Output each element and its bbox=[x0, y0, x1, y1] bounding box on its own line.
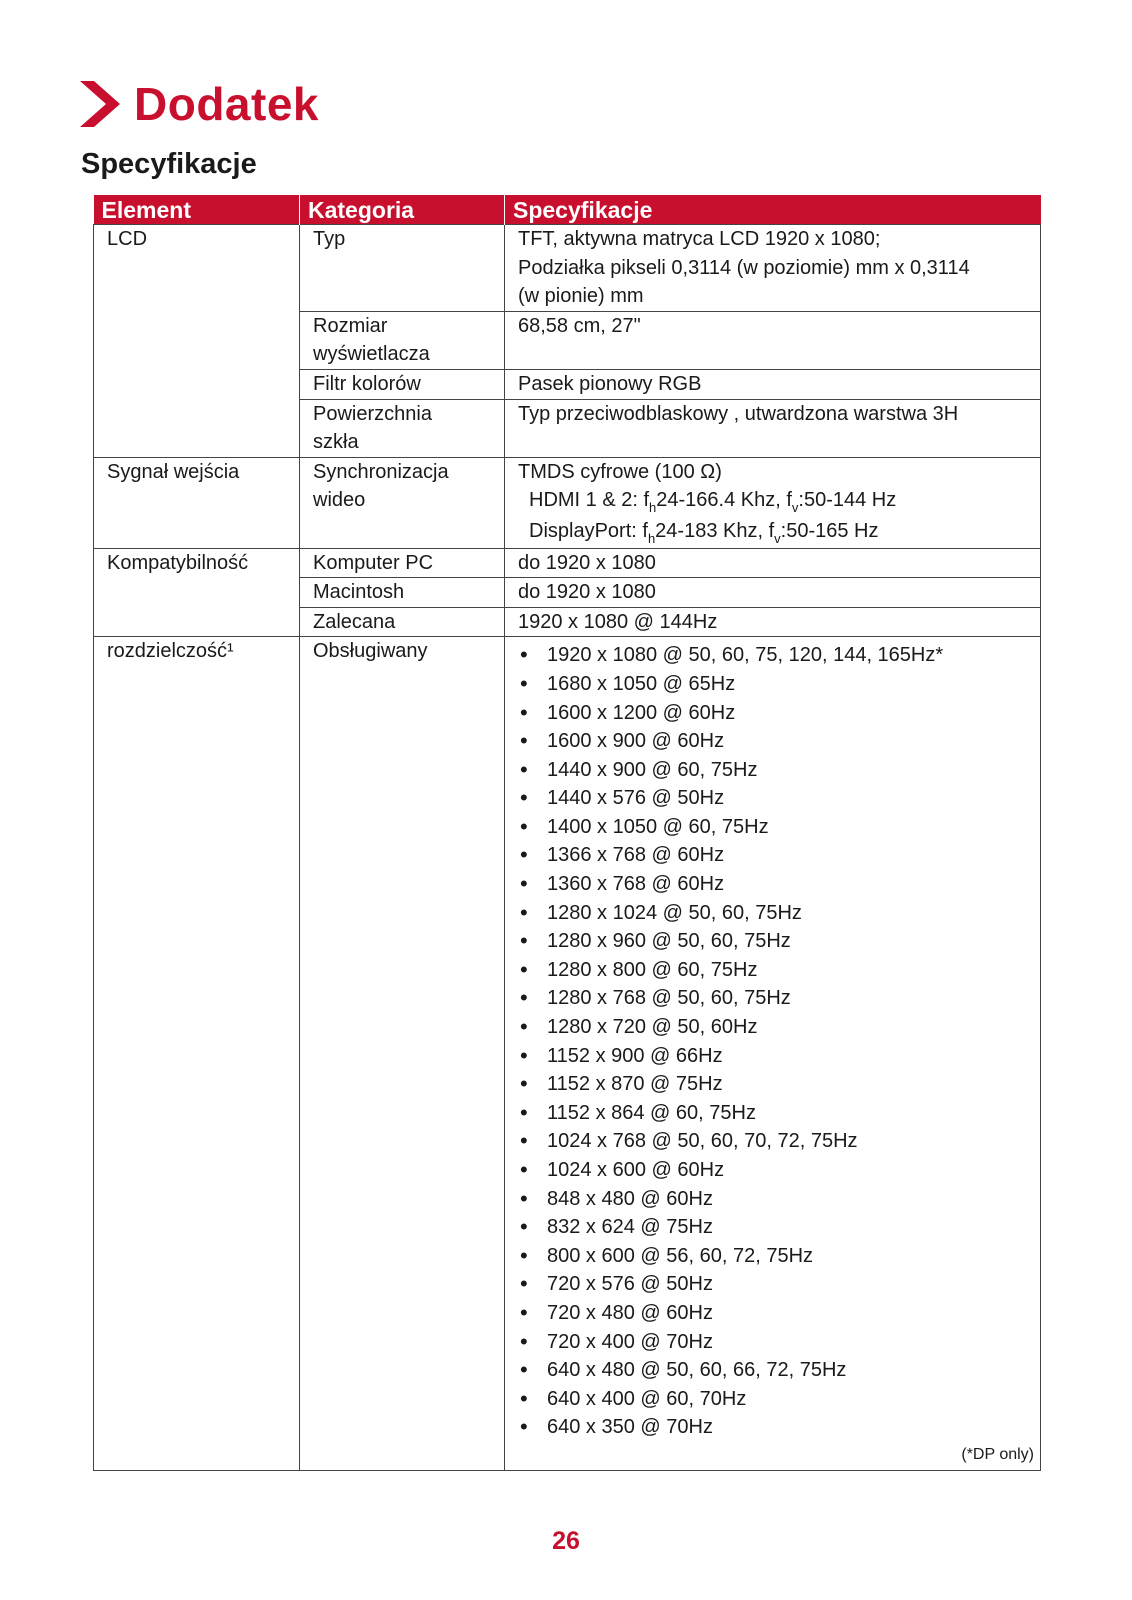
category-line: wideo bbox=[313, 489, 366, 512]
table-header-row bbox=[94, 195, 1041, 225]
list-item: • 848 x 480 @ 60Hz bbox=[518, 1185, 1030, 1214]
header-element: Element bbox=[94, 195, 300, 225]
table-row bbox=[94, 369, 1041, 399]
list-item: • 1280 x 1024 @ 50, 60, 75Hz bbox=[518, 899, 1030, 928]
list-item: • 1152 x 864 @ 60, 75Hz bbox=[518, 1099, 1030, 1128]
list-item: • 832 x 624 @ 75Hz bbox=[518, 1213, 1030, 1242]
list-item: • 720 x 576 @ 50Hz bbox=[518, 1270, 1030, 1299]
spec-line: TMDS cyfrowe (100 Ω) bbox=[518, 460, 722, 483]
element-cell: Sygnał wejścia bbox=[94, 457, 300, 548]
spec-cell: 68,58 cm, 27" bbox=[505, 311, 1041, 369]
chapter-heading bbox=[80, 74, 319, 134]
list-item: • 1600 x 900 @ 60Hz bbox=[518, 727, 1030, 756]
page-number: 26 bbox=[552, 1527, 580, 1555]
list-item: • 1680 x 1050 @ 65Hz bbox=[518, 670, 1030, 699]
chevron-right-icon bbox=[80, 81, 120, 127]
category-line: wyświetlacza bbox=[313, 343, 430, 366]
category-cell: Obsługiwany bbox=[300, 637, 505, 1471]
list-item: • 1440 x 576 @ 50Hz bbox=[518, 784, 1030, 813]
element-cell: rozdzielczość¹ bbox=[94, 637, 300, 1471]
list-item: • 720 x 400 @ 70Hz bbox=[518, 1328, 1030, 1357]
element-cell: Kompatybilność bbox=[94, 548, 300, 578]
list-item: • 1366 x 768 @ 60Hz bbox=[518, 841, 1030, 870]
list-item: • 720 x 480 @ 60Hz bbox=[518, 1299, 1030, 1328]
list-item: • 640 x 400 @ 60, 70Hz bbox=[518, 1385, 1030, 1414]
category-line: Powierzchnia bbox=[313, 402, 432, 425]
spec-cell bbox=[505, 457, 1041, 548]
dp-only-note: (*DP only) bbox=[961, 1445, 1034, 1463]
table-row bbox=[94, 311, 1041, 369]
section-title: Specyfikacje bbox=[81, 148, 257, 180]
list-item: • 1280 x 768 @ 50, 60, 75Hz bbox=[518, 984, 1030, 1013]
spec-line: TFT, aktywna matryca LCD 1920 x 1080; bbox=[518, 228, 881, 250]
spec-cell: Pasek pionowy RGB bbox=[505, 369, 1041, 399]
header-category: Kategoria bbox=[300, 195, 505, 225]
list-item: • 1280 x 960 @ 50, 60, 75Hz bbox=[518, 927, 1030, 956]
table-row bbox=[94, 457, 1041, 548]
list-item: • 1360 x 768 @ 60Hz bbox=[518, 870, 1030, 899]
category-cell: Komputer PC bbox=[300, 548, 505, 578]
list-item: • 1152 x 900 @ 66Hz bbox=[518, 1042, 1030, 1071]
table-row bbox=[94, 578, 1041, 608]
spec-cell: do 1920 x 1080 bbox=[505, 578, 1041, 608]
list-item: • 1280 x 800 @ 60, 75Hz bbox=[518, 956, 1030, 985]
table-row bbox=[94, 637, 1041, 1471]
element-cell-empty bbox=[94, 399, 300, 457]
spec-cell bbox=[505, 637, 1041, 1471]
list-item: • 800 x 600 @ 56, 60, 72, 75Hz bbox=[518, 1242, 1030, 1271]
dp-sync-line: DisplayPort: $f_h24-183$ Khz, $f_v:50-165$ Hz bbox=[529, 519, 879, 546]
hdmi-sync-line: HDMI 1 & 2: $f_h24-166.4$ Khz, $f_v:50-144$ Hz bbox=[529, 489, 897, 516]
category-cell bbox=[300, 311, 505, 369]
supported-resolution-list bbox=[518, 641, 1030, 1442]
list-item: • 1440 x 900 @ 60, 75Hz bbox=[518, 756, 1030, 785]
category-line: szkła bbox=[313, 431, 359, 454]
chapter-title: Dodatek bbox=[134, 78, 319, 130]
element-cell-empty bbox=[94, 311, 300, 369]
list-item: • 1280 x 720 @ 50, 60Hz bbox=[518, 1013, 1030, 1042]
list-item: • 640 x 350 @ 70Hz bbox=[518, 1413, 1030, 1442]
list-item: • 1152 x 870 @ 75Hz bbox=[518, 1070, 1030, 1099]
spec-cell: do 1920 x 1080 bbox=[505, 548, 1041, 578]
category-cell: Typ bbox=[300, 225, 505, 312]
category-cell: Macintosh bbox=[300, 578, 505, 608]
table-row bbox=[94, 225, 1041, 312]
list-item: • 1400 x 1050 @ 60, 75Hz bbox=[518, 813, 1030, 842]
table-row bbox=[94, 607, 1041, 637]
spec-cell: 1920 x 1080 @ 144Hz bbox=[505, 607, 1041, 637]
list-item: • 1600 x 1200 @ 60Hz bbox=[518, 699, 1030, 728]
spec-table bbox=[93, 195, 1041, 1471]
spec-cell bbox=[505, 225, 1041, 312]
category-cell bbox=[300, 457, 505, 548]
element-cell-empty bbox=[94, 607, 300, 637]
list-item: • 640 x 480 @ 50, 60, 66, 72, 75Hz bbox=[518, 1356, 1030, 1385]
header-spec: Specyfikacje bbox=[505, 195, 1041, 225]
list-item: • 1024 x 600 @ 60Hz bbox=[518, 1156, 1030, 1185]
category-cell: Zalecana bbox=[300, 607, 505, 637]
table-row bbox=[94, 548, 1041, 578]
element-cell-empty bbox=[94, 369, 300, 399]
category-cell bbox=[300, 399, 505, 457]
list-item: • 1920 x 1080 @ 50, 60, 75, 120, 144, 165Hz* bbox=[518, 641, 1030, 670]
element-cell-empty bbox=[94, 578, 300, 608]
category-cell: Filtr kolorów bbox=[300, 369, 505, 399]
category-line: Rozmiar bbox=[313, 314, 388, 337]
category-line: Synchronizacja bbox=[313, 460, 449, 483]
spec-line: Podziałka pikseli 0,3114 (w poziomie) mm x 0,3114 bbox=[518, 256, 970, 279]
table-row bbox=[94, 399, 1041, 457]
list-item: • 1024 x 768 @ 50, 60, 70, 72, 75Hz bbox=[518, 1127, 1030, 1156]
spec-cell: Typ przeciwodblaskowy , utwardzona warstwa 3H bbox=[505, 399, 1041, 457]
element-cell: LCD bbox=[94, 225, 300, 312]
spec-line: (w pionie) mm bbox=[518, 285, 644, 308]
